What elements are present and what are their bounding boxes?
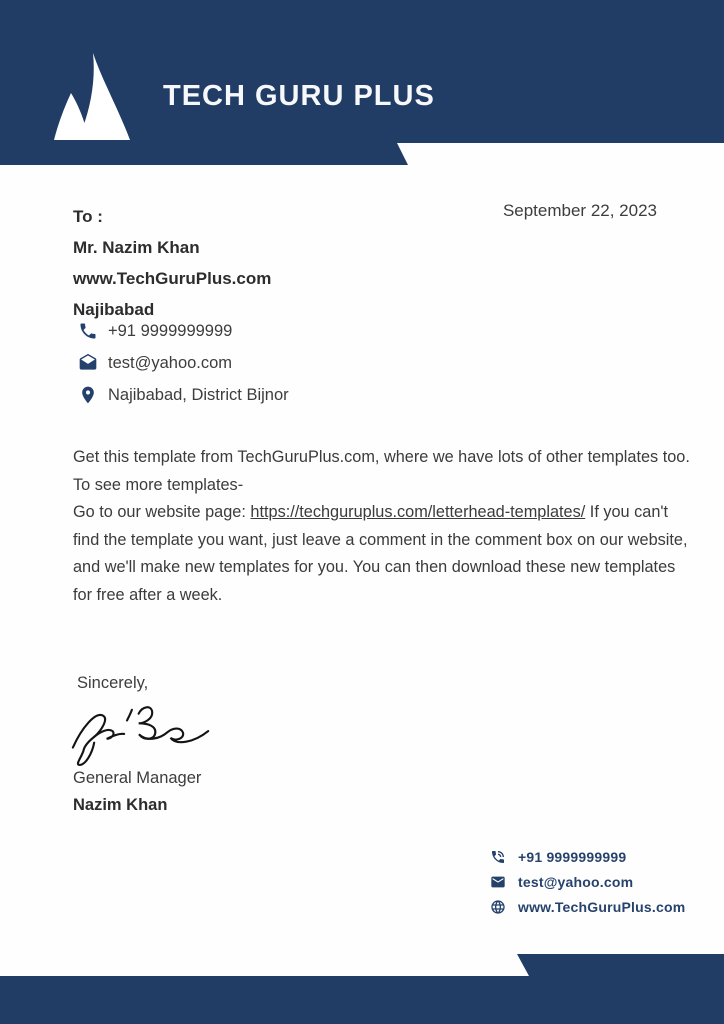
signature-image [70,698,215,768]
body-continuation: If you can't find the template you want, just leave a comment in the comment box on our website, and we'll make new templates for you. You can then download these new templates for free after a week. [73,503,688,604]
globe-icon [490,899,506,915]
closing-salutation: Sincerely, [77,674,149,692]
footer-phone-text: +91 9999999999 [518,848,627,865]
footer-row-email [490,869,685,894]
footer-row-website [490,894,685,919]
letter-date: September 22, 2023 [502,201,657,220]
envelope-open-icon [78,353,98,373]
contact-address-text: Najibabad, District Bijnor [108,385,289,404]
body-paragraph [73,444,689,610]
body-line-2: To see more templates- [73,475,244,494]
footer-website-text: www.TechGuruPlus.com [518,898,686,915]
footer-row-phone [490,844,685,869]
phone-icon [78,321,98,341]
recipient-block [73,201,271,325]
contact-row-email [78,347,289,379]
letterhead-templates-link[interactable]: https://techguruplus.com/letterhead-templates/ [250,503,586,522]
closing-name: Nazim Khan [73,796,168,814]
envelope-icon [490,874,506,890]
recipient-city: Najibabad [73,300,155,319]
body-line-1: Get this template from TechGuruPlus.com, where we have lots of other templates too. [73,448,690,466]
footer-band [0,954,724,1024]
body-link-prefix: Go to our website page: [73,503,251,522]
brand-logo-icon [50,52,135,142]
recipient-label: To : [73,207,103,226]
recipient-name: Mr. Nazim Khan [73,238,200,257]
contact-row-address [78,379,289,411]
phone-waves-icon [490,849,506,865]
footer-contact-list [490,844,685,919]
location-pin-icon [78,385,98,405]
recipient-website: www.TechGuruPlus.com [73,269,272,288]
contact-phone-text: +91 9999999999 [108,321,233,340]
contact-row-phone [78,315,289,347]
contact-email-text: test@yahoo.com [108,353,233,372]
brand-title: TECH GURU PLUS [163,80,435,112]
footer-email-text: test@yahoo.com [518,873,634,890]
closing-title: General Manager [73,769,202,787]
recipient-contact-list [78,315,289,411]
